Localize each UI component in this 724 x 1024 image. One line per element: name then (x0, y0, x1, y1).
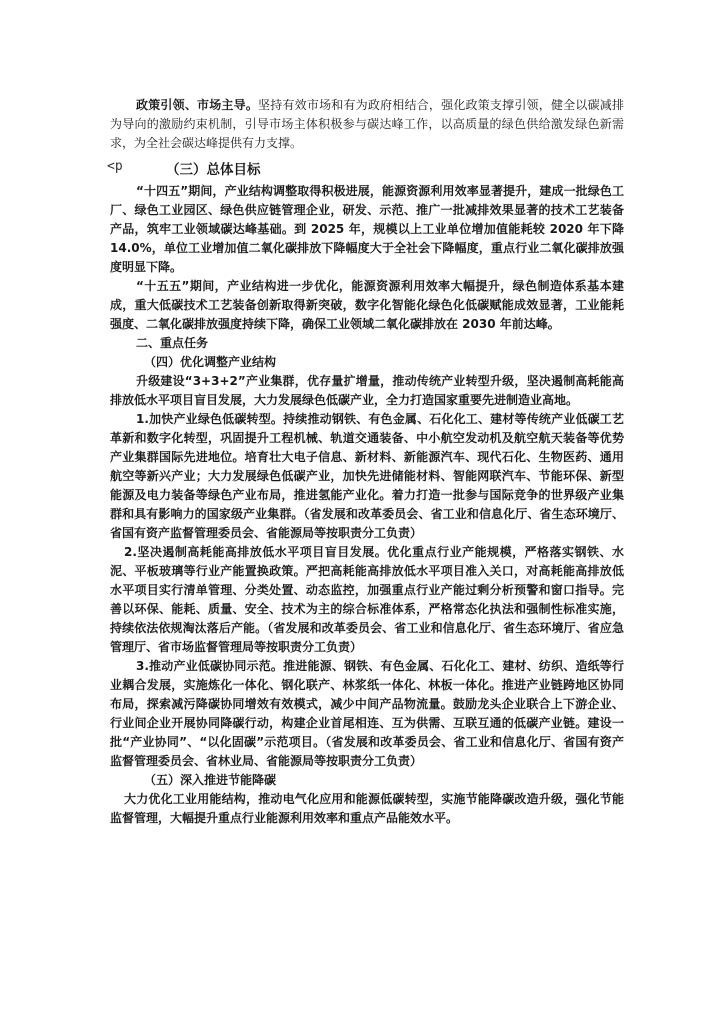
section4-intro: 升级建设“3+3+2”产业集群，优存量扩增量，推动传统产业转型升级，坚决遏制高耗能高排放低水平项目盲目发展，大力发展绿色低碳产业，全力打造国家重要先进制造业高地。 (110, 374, 624, 407)
section3-title: （三）总体目标 (166, 162, 261, 178)
section5-title: （五）深入推进节能降碳 (144, 773, 277, 787)
goal-paragraph-2: “十五五”期间，产业结构进一步优化，能源资源利用效率大幅提升，绿色制造体系基本建成，重大低碳技术工艺装备创新取得新突破，数字化智能化绿色化低碳赋能成效显著，工业能耗强度、二氧化碳排放强度持续下降，确保工业领域二氧化碳排放在 2030 年前达峰。 (110, 279, 624, 331)
task-item-2: 2.坚决遏制高耗能高排放低水平项目盲目发展。优化重点行业产能规模，严格落实钢铁、水泥、平板玻璃等行业产能置换政策。严把高耗能高排放低水平项目准入关口，对高耗能高排放低水平项目实行清单管理、分类处置、动态监控，加强重点行业产能过剩分析预警和窗口指导。完善以环保、能耗、质量、安全、技术为主的综合标准体系，严格常态化执法和强制性标准实施，持续依法依规淘汰落后产能。（省发展和改革委员会、省工业和信息化厅、省生态环境厅、省应急管理厅、省市场监督管理局等按职责分工负责） (110, 545, 624, 654)
document-body (107, 96, 624, 828)
section5-intro: 大力优化工业用能结构，推动电气化应用和能源低碳转型，实施节能降碳改造升级，强化节能监督管理，大幅提升重点行业能源利用效率和重点产品能效水平。 (110, 792, 624, 825)
goal-paragraph-1: “十四五”期间，产业结构调整取得积极进展，能源资源利用效率显著提升，建成一批绿色工厂、绿色工业园区、绿色供应链管理企业，研发、示范、推广一批减排效果显著的技术工艺装备产品，筑牢工业领域碳达峰基础。到 2025 年，规模以上工业单位增加值能耗较 2020 年下降 14.0%，单位工业增加值二氧化碳排放下降幅度大于全社会下降幅度，重点行业二氧化碳排放强度明显下降。 (110, 184, 624, 274)
intro-paragraph (110, 96, 624, 153)
markup-artifact: <p (107, 159, 123, 174)
task-item-3: 3.推动产业低碳协同示范。推进能源、钢铁、有色金属、石化化工、建材、纺织、造纸等行业耦合发展，实施炼化一体化、钢化联产、林浆纸一体化、林板一体化。推进产业链跨地区协同布局，探索减污降碳协同增效有效模式，减少中间产品物流量。鼓励龙头企业联合上下游企业、行业间企业开展协同降碳行动，构建企业首尾相连、互为供需、互联互通的低碳产业链。建设一批“产业协同”、“以化固碳”示范项目。（省发展和改革委员会、省工业和信息化厅、省国有资产监督管理委员会、省林业局、省能源局等按职责分工负责） (110, 659, 624, 768)
section4-title: （四）优化调整产业结构 (144, 355, 277, 369)
section3-heading-row (107, 157, 624, 179)
section-two-title: 二、重点任务 (136, 336, 209, 350)
intro-lead: 政策引领、市场主导。 (136, 98, 259, 112)
intro-text: 坚持有效市场和有为政府相结合，强化政策支撑引领，健全以碳减排为导向的激励约束机制，引导市场主体积极参与碳达峰工作，以高质量的绿色供给激发绿色新需求，为全社会碳达峰提供有力支撑。 (110, 98, 624, 150)
task-item-1: 1.加快产业绿色低碳转型。持续推动钢铁、有色金属、石化化工、建材等传统产业低碳工艺革新和数字化转型，巩固提升工程机械、轨道交通装备、中小航空发动机及航空航天装备等优势产业集群国际先进地位。培育壮大电子信息、新材料、新能源汽车、现代石化、生物医药、通用航空等新兴产业；大力发展绿色低碳产业，加快先进储能材料、智能网联汽车、节能环保、新型能源及电力装备等绿色产业布局，推进氢能产业化。着力打造一批参与国际竞争的世界级产业集群和具有影响力的国家级产业集群。（省发展和改革委员会、省工业和信息化厅、省生态环境厅、省国有资产监督管理委员会、省能源局等按职责分工负责） (110, 412, 624, 540)
